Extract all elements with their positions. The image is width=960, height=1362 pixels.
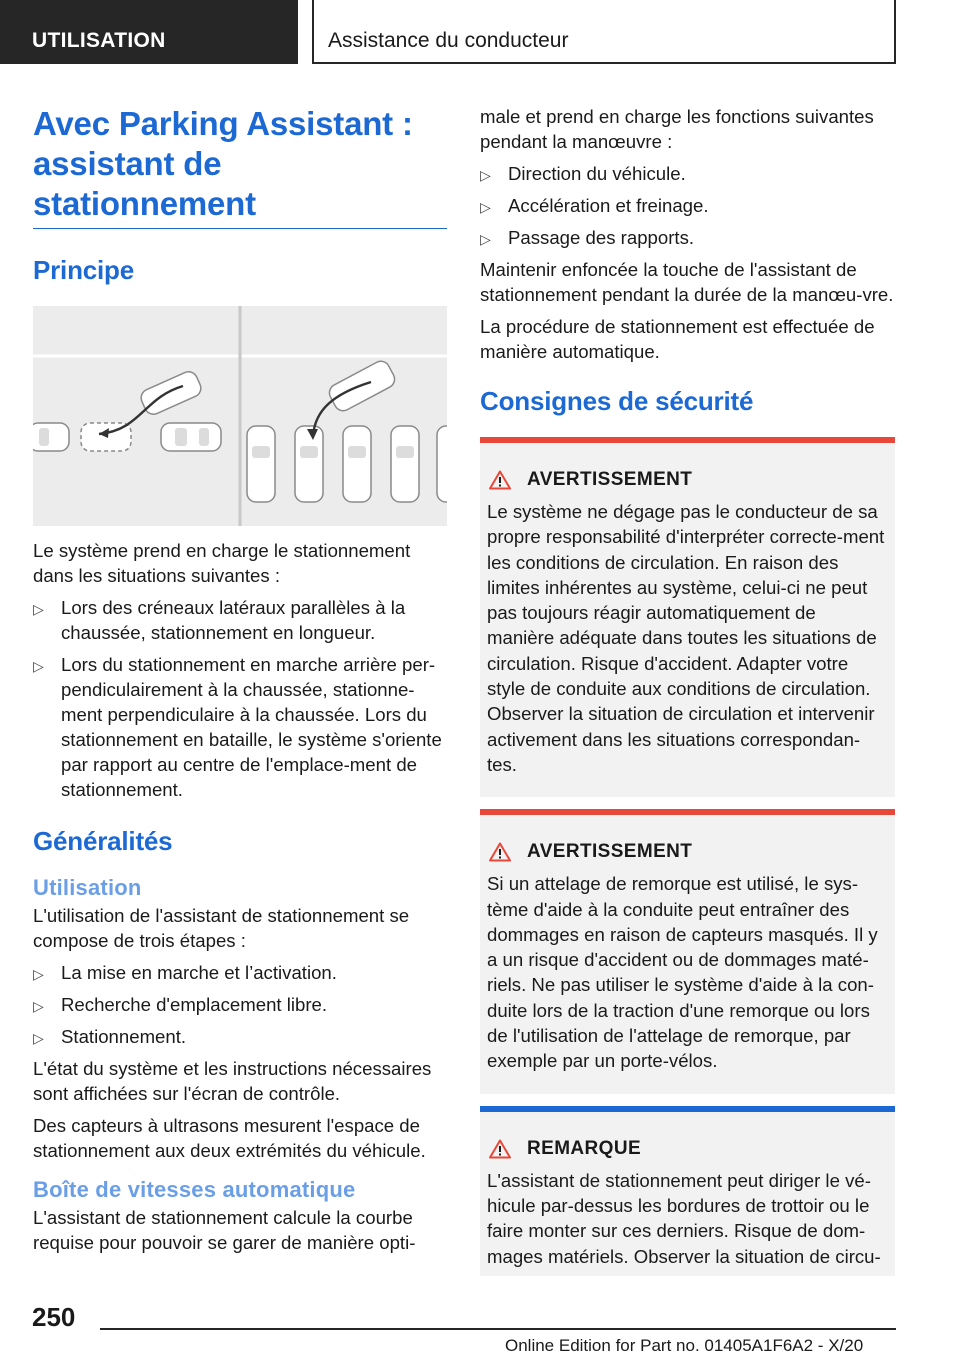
header-chapter-label: Assistance du conducteur	[328, 29, 569, 52]
footer-divider	[100, 1328, 896, 1330]
steps-list	[33, 960, 447, 1049]
heading-generalites: Généralités	[33, 826, 173, 856]
triangle-bullet-icon: ▷	[480, 167, 491, 183]
note-text: L'assistant de stationnement peut diriger le vé-hicule par-dessus les bordures de trottoir ou le faire monter sur ces derniers. Risque de dom-mages matériels. Observer la situation de circu-	[487, 1169, 881, 1267]
triangle-bullet-icon: ▷	[33, 601, 44, 617]
boite-intro-cont: male et prend en charge les fonctions suivantes pendant la manœuvre :	[480, 106, 874, 152]
page-title: Avec Parking Assistant : assistant de stationnement	[33, 104, 447, 229]
principe-list	[33, 595, 447, 802]
triangle-bullet-icon: ▷	[33, 658, 44, 674]
warning-box-1	[480, 437, 895, 797]
page-number: 250	[32, 1302, 76, 1332]
boite-p2: La procédure de stationnement est effectuée de manière automatique.	[480, 316, 875, 362]
warning-text-2: Si un attelage de remorque est utilisé, le sys-tème d'aide à la conduite peut entraîner des dommages en raison de capteurs masqués. Il y a un risque d'accident ou de dommages maté-riels. Ne pas utiliser le système d'aide à la con-duite lors de la traction d'une remorque ou lors de l'utilisation de l'attelage de remorque, par exemple par un porte-vélos.	[487, 873, 878, 1072]
list-item: ▷ Accélération et freinage.	[480, 193, 895, 218]
list-item: ▷ Lors des créneaux latéraux parallèles à la chaussée, stationnement en longueur.	[33, 597, 406, 643]
triangle-bullet-icon: ▷	[480, 199, 491, 215]
left-column	[33, 104, 447, 1255]
warning-triangle-icon	[489, 842, 511, 862]
triangle-bullet-icon: ▷	[33, 966, 44, 982]
list-item: ▷ Stationnement.	[33, 1024, 447, 1049]
heading-securite: Consignes de sécurité	[480, 386, 754, 416]
list-item: ▷ La mise en marche et l’activation.	[33, 960, 447, 985]
warning-text-1: Le système ne dégage pas le conducteur de sa propre responsabilité d'interpréter correcte-ment les conditions de circulation. En raison des limites inhérentes au système, celui-ci ne peut pas toujours réagir automatiquement de manière adéquate dans toutes les situations de circulation. Risque d'accident. Adapter votre style de conduite aux conditions de circulation. Observer la situation de circulation et intervenir activement dans les situations correspondan-tes.	[487, 501, 885, 775]
utilisation-intro: L'utilisation de l'assistant de stationnement se compose de trois étapes :	[33, 905, 410, 951]
list-item: ▷ Direction du véhicule.	[480, 161, 895, 186]
parking-illustration	[33, 306, 447, 526]
note-box	[480, 1106, 895, 1276]
header-section	[0, 0, 298, 64]
note-title: REMARQUE	[487, 1138, 888, 1160]
heading-boite: Boîte de vitesses automatique	[33, 1177, 356, 1202]
triangle-bullet-icon: ▷	[480, 231, 491, 247]
header-section-label: UTILISATION	[32, 29, 166, 52]
utilisation-p1: L'état du système et les instructions nécessaires sont affichées sur l'écran de contrôle.	[33, 1058, 432, 1104]
boite-list	[480, 161, 895, 250]
heading-utilisation: Utilisation	[33, 875, 142, 900]
header-chapter	[312, 0, 896, 64]
warning-title: AVERTISSEMENT	[487, 841, 888, 863]
footer-edition: Online Edition for Part no. 01405A1F6A2 - X/20	[505, 1336, 864, 1355]
warning-triangle-icon	[489, 470, 511, 490]
principe-intro: Le système prend en charge le stationnement dans les situations suivantes :	[33, 540, 411, 586]
heading-principe: Principe	[33, 255, 134, 285]
boite-p1: Maintenir enfoncée la touche de l'assistant de stationnement pendant la durée de la manœu-vre.	[480, 259, 894, 305]
warning-triangle-icon	[489, 1139, 511, 1159]
warning-box-2	[480, 809, 895, 1093]
list-item: ▷ Passage des rapports.	[480, 225, 895, 250]
triangle-bullet-icon: ▷	[33, 998, 44, 1014]
triangle-bullet-icon: ▷	[33, 1030, 44, 1046]
parking-diagram	[33, 306, 447, 526]
boite-intro-start: L'assistant de stationnement calcule la courbe requise pour pouvoir se garer de manière opti-	[33, 1207, 416, 1253]
utilisation-p2: Des capteurs à ultrasons mesurent l'espace de stationnement aux deux extrémités du véhicule.	[33, 1115, 426, 1161]
right-column	[480, 104, 895, 1276]
warning-title: AVERTISSEMENT	[487, 469, 888, 491]
list-item: ▷ Lors du stationnement en marche arrière per-pendiculairement à la chaussée, stationne-ment perpendiculaire à la chaussée. Lors du stationnement en bataille, le système s'oriente par rapport au centre de l'emplace-ment de stationnement.	[33, 654, 442, 800]
list-item: ▷ Recherche d'emplacement libre.	[33, 992, 447, 1017]
